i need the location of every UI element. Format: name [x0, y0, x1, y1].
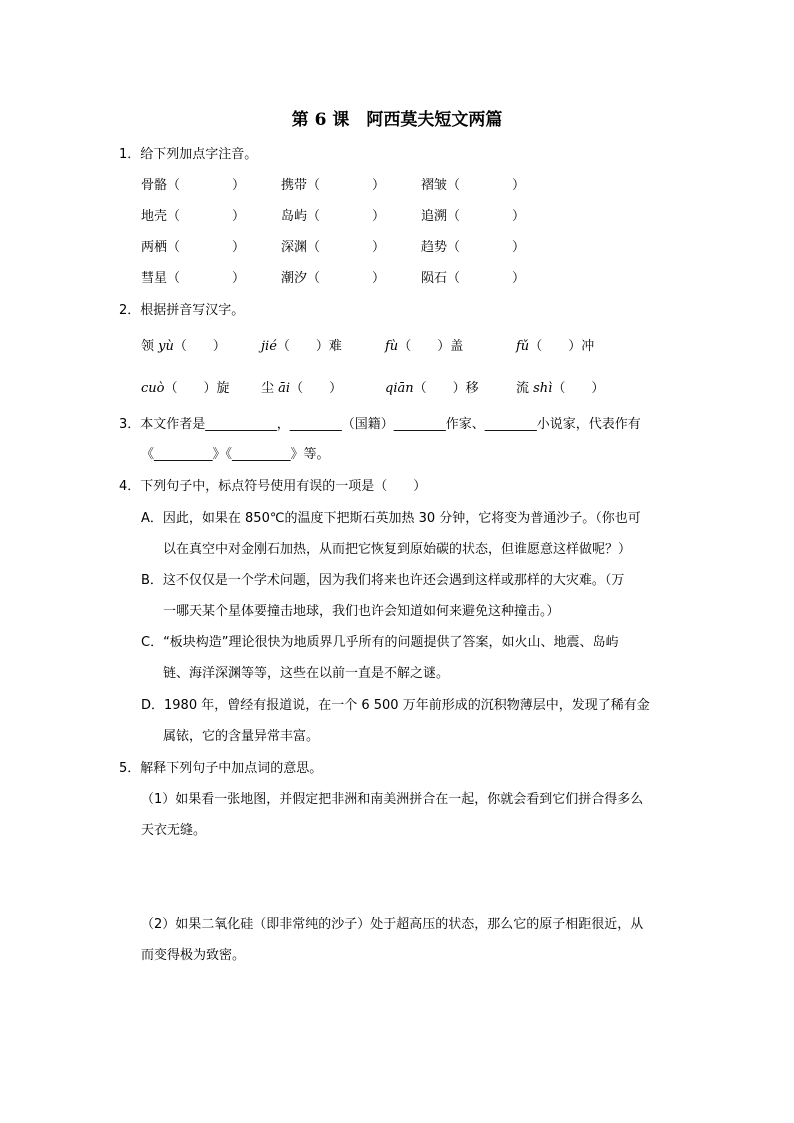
question-5-stem: 5．解释下列句子中加点词的意思。 — [119, 761, 323, 776]
sentence-1-line-1: （1）如果看一张地图，并假定把非洲和南美洲拼合在一起，你就会看到它们拼合得多么 — [141, 792, 644, 807]
pinyin-blank: （ ）难 — [276, 339, 342, 354]
pinyin-item — [141, 380, 230, 398]
pinyin: fù — [385, 339, 399, 354]
list-item: 地壳（ ） — [141, 209, 246, 224]
page-title: 第 6 课 阿西莫夫短文两篇 — [291, 110, 503, 130]
list-item: 深渊（ ） — [281, 240, 386, 255]
sentence-1-line-2: 天衣无缝。 — [141, 823, 207, 838]
pinyin-item — [261, 380, 342, 398]
option-c-line-1: C．“板块构造”理论很快为地质界几乎所有的问题提供了答案，如火山、地震、岛屿 — [141, 635, 619, 650]
list-item: 岛屿（ ） — [281, 209, 386, 224]
list-item: 褶皱（ ） — [421, 178, 526, 193]
option-a-line-1: A．因此，如果在 850℃的温度下把斯石英加热 30 分钟，它将变为普通沙子。（你也可 — [141, 511, 641, 526]
pinyin-item — [261, 338, 342, 356]
pinyin-item — [141, 338, 226, 356]
pinyin: fǔ — [516, 339, 530, 354]
pinyin: shì — [533, 381, 553, 396]
pinyin: jié — [261, 339, 277, 354]
pinyin-prefix: 流 — [516, 381, 534, 396]
option-c-line-2: 链、海洋深渊等等，这些在以前一直是不解之谜。 — [163, 666, 450, 681]
list-item: 携带（ ） — [281, 178, 386, 193]
pinyin-blank: （ ） — [173, 339, 226, 354]
pinyin-prefix: 领 — [141, 339, 159, 354]
list-item: 追溯（ ） — [421, 209, 526, 224]
sentence-2-line-2: 而变得极为致密。 — [141, 948, 246, 963]
sentence-2-line-1: （2）如果二氧化硅（即非常纯的沙子）处于超高压的状态，那么它的原子相距很近，从 — [141, 917, 644, 932]
option-d-line-2: 属铱，它的含量异常丰富。 — [163, 729, 320, 744]
option-a-line-2: 以在真空中对金刚石加热，从而把它恢复到原始碳的状态，但谁愿意这样做呢？） — [163, 542, 632, 557]
option-d-line-1: D．1980 年，曾经有报道说，在一个 6 500 万年前形成的沉积物薄层中，发现了稀有金 — [141, 698, 650, 713]
pinyin-blank: （ ） — [290, 381, 343, 396]
pinyin: qiān — [385, 381, 414, 396]
option-b-line-2: 一哪天某个星体要撞击地球，我们也许会知道如何来避免这种撞击。） — [163, 604, 560, 619]
pinyin-prefix: 尘 — [261, 381, 279, 396]
list-item: 陨石（ ） — [421, 271, 526, 286]
list-item: 趋势（ ） — [421, 240, 526, 255]
pinyin: cuò — [141, 381, 165, 396]
question-2-stem: 2．根据拼音写汉字。 — [119, 303, 245, 318]
pinyin-blank: （ ）移 — [413, 381, 479, 396]
pinyin: yù — [158, 339, 174, 354]
list-item: 彗星（ ） — [141, 271, 246, 286]
question-3-line-1: 3．本文作者是___________，________（国籍）________作家、________小说家，代表作有 — [119, 417, 641, 432]
pinyin-blank: （ ）冲 — [529, 339, 595, 354]
pinyin-item — [516, 338, 594, 356]
pinyin-item — [385, 380, 479, 398]
question-4-stem: 4．下列句子中，标点符号使用有误的一项是（ ） — [119, 479, 427, 494]
pinyin-item — [516, 380, 604, 398]
list-item: 骨骼（ ） — [141, 178, 246, 193]
question-3-line-2: 《_________》《_________》等。 — [141, 447, 330, 462]
question-1-stem: 1．给下列加点字注音。 — [119, 147, 258, 162]
pinyin: āi — [278, 381, 291, 396]
list-item: 潮汐（ ） — [281, 271, 386, 286]
list-item: 两栖（ ） — [141, 240, 246, 255]
pinyin-blank: （ ） — [552, 381, 605, 396]
pinyin-item — [385, 338, 463, 356]
pinyin-blank: （ ）旋 — [164, 381, 230, 396]
option-b-line-1: B．这不仅仅是一个学术问题，因为我们将来也许还会遇到这样或那样的大灾难。（万 — [141, 573, 625, 588]
pinyin-blank: （ ）盖 — [398, 339, 464, 354]
